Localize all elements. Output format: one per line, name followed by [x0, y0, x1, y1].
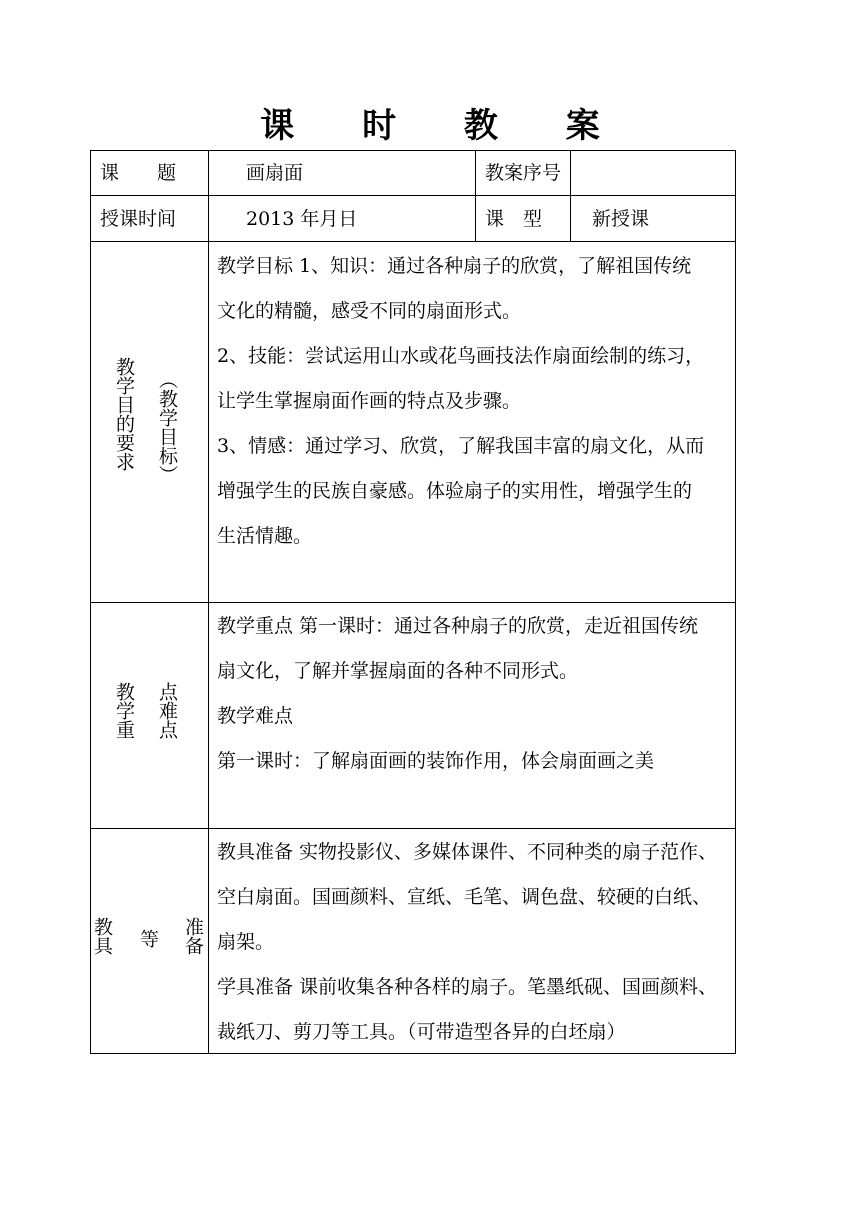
goals-content: [217, 244, 733, 559]
goals-line: 文化的精髓，感受不同的扇面形式。: [217, 300, 522, 322]
row-divider: [90, 602, 736, 603]
keypoints-label-col1: 教学重: [113, 682, 135, 739]
prep-label-col3: 准备: [182, 917, 204, 955]
prep-line: 教具准备 实物投影仪、多媒体课件、不同种类的扇子范作、: [217, 841, 718, 863]
page-title: 课 时 教 案: [260, 106, 628, 146]
keypoints-line: 教学难点: [217, 705, 294, 727]
goals-line: 让学生掌握扇面作画的特点及步骤。: [217, 390, 522, 412]
prep-content: [217, 830, 733, 1055]
type-label: 课 型: [485, 208, 543, 230]
time-value: 2013 年月日: [246, 208, 358, 230]
prep-line: 学具准备 课前收集各种各样的扇子。笔墨纸砚、国画颜料、: [217, 976, 718, 998]
table-border-top: [90, 150, 736, 151]
topic-value: 画扇面: [246, 162, 304, 184]
table-border-right: [735, 150, 736, 1054]
prep-line: 空白扇面。国画颜料、宣纸、毛笔、调色盘、较硬的白纸、: [217, 886, 712, 908]
goals-label-col2: （教学目标）: [156, 370, 178, 484]
goals-label-col1: 教学目的要求: [113, 357, 135, 471]
keypoints-content: [217, 604, 733, 784]
column-divider: [475, 150, 476, 242]
column-divider: [208, 150, 209, 1054]
serial-label: 教案序号: [485, 162, 562, 184]
lesson-plan-table: [90, 150, 736, 1054]
goals-line: 增强学生的民族自豪感。体验扇子的实用性，增强学生的: [217, 480, 693, 502]
keypoints-line: 第一课时：了解扇面画的装饰作用，体会扇面画之美: [217, 750, 655, 772]
prep-label-col2: 等: [137, 929, 159, 948]
keypoints-line: 扇文化，了解并掌握扇面的各种不同形式。: [217, 660, 579, 682]
prep-line: 扇架。: [217, 931, 275, 953]
goals-line: 生活情趣。: [217, 525, 313, 547]
type-value: 新授课: [592, 208, 650, 230]
keypoints-label-col2: 点难点: [156, 682, 178, 739]
prep-label-col1: 教具: [91, 917, 113, 955]
keypoints-line: 教学重点 第一课时：通过各种扇子的欣赏，走近祖国传统: [217, 615, 699, 637]
goals-line: 3、情感：通过学习、欣赏，了解我国丰富的扇文化，从而: [217, 435, 705, 457]
column-divider: [570, 150, 571, 242]
topic-label: 课 题: [100, 162, 177, 184]
time-label: 授课时间: [100, 208, 177, 230]
row-divider: [90, 828, 736, 829]
row-divider: [90, 195, 736, 196]
row-divider: [90, 241, 736, 242]
prep-line: 裁纸刀、剪刀等工具。（可带造型各异的白坯扇）: [217, 1021, 626, 1043]
goals-line: 2、技能：尝试运用山水或花鸟画技法作扇面绘制的练习，: [217, 345, 705, 367]
goals-line: 教学目标 1、知识：通过各种扇子的欣赏，了解祖国传统: [217, 255, 692, 277]
